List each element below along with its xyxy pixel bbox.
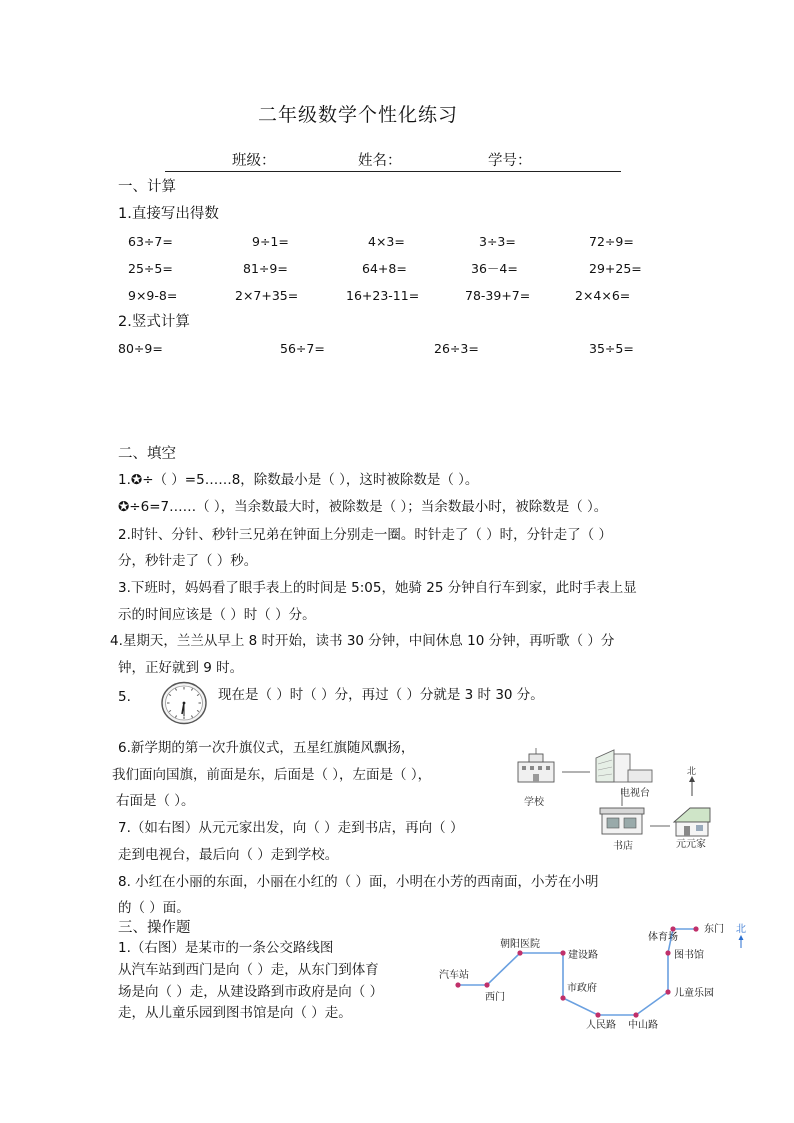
op-q1b: 从汽车站到西门是向（ ）走，从东门到体育 bbox=[118, 962, 379, 978]
name-label: 姓名： bbox=[358, 153, 402, 169]
calc-item: 9÷1= bbox=[252, 234, 289, 249]
stop-west-gate: 西门 bbox=[485, 992, 505, 1003]
stop-library: 图书馆 bbox=[674, 950, 704, 961]
map-label-tv: 电视台 bbox=[620, 788, 650, 799]
calc-item: 36－4= bbox=[471, 261, 518, 276]
north-arrow-icon bbox=[689, 776, 695, 796]
op-q1a: 1.（右图）是某市的一条公交路线图 bbox=[118, 940, 334, 956]
op-q1c: 场是向（ ）走，从建设路到市政府是向（ ） bbox=[118, 984, 384, 1000]
home-icon bbox=[674, 808, 710, 836]
section2-heading: 二、填空 bbox=[118, 446, 176, 462]
stop-children-park: 儿童乐园 bbox=[674, 988, 714, 999]
fill-q7a: 7.（如右图）从元元家出发，向（ ）走到书店，再向（ ） bbox=[118, 820, 464, 836]
stop-chaoyang-hospital: 朝阳医院 bbox=[500, 939, 540, 950]
fill-q1b: ✪÷6=7……（ ），当余数最大时，被除数是（ ）；当余数最小时，被除数是（ ）。 bbox=[118, 499, 608, 515]
stop-renmin-road: 人民路 bbox=[586, 1020, 616, 1031]
bus-route-map bbox=[436, 920, 756, 1040]
route-north-arrow-icon bbox=[739, 935, 744, 948]
stop-east-gate: 东门 bbox=[704, 924, 724, 935]
calc-item: 63÷7= bbox=[128, 234, 173, 249]
fill-q2a: 2.时针、分针、秒针三兄弟在钟面上分别走一圈。时针走了（ ）时，分针走了（ ） bbox=[118, 527, 612, 543]
clock-icon bbox=[160, 681, 208, 725]
section1-sub2: 2.竖式计算 bbox=[118, 314, 190, 330]
map-label-north: 北 bbox=[687, 767, 697, 777]
calc-item: 2×4×6= bbox=[575, 288, 631, 303]
map-label-school: 学校 bbox=[524, 797, 544, 808]
fill-q3b: 示的时间应该是（ ）时（ ）分。 bbox=[118, 607, 316, 623]
fill-q5-number: 5. bbox=[118, 689, 131, 705]
route-north-label: 北 bbox=[736, 924, 746, 935]
calc-item: 78-39+7= bbox=[465, 288, 531, 303]
map-label-bookstore: 书店 bbox=[613, 841, 633, 852]
section1-heading: 一、计算 bbox=[118, 179, 176, 195]
calc-item: 64+8= bbox=[362, 261, 407, 276]
calc-item: 2×7+35= bbox=[235, 288, 299, 303]
school-icon bbox=[518, 748, 554, 782]
student-id-label: 学号： bbox=[488, 153, 532, 169]
tv-station-icon bbox=[596, 750, 652, 782]
calc-item: 9×9-8= bbox=[128, 288, 178, 303]
fill-q3a: 3.下班时，妈妈看了眼手表上的时间是 5:05，她骑 25 分钟自行车到家，此时手表上显 bbox=[118, 580, 637, 596]
fill-q6c: 右面是（ ）。 bbox=[116, 793, 195, 809]
calc-item: 3÷3= bbox=[479, 234, 516, 249]
section1-sub1: 1.直接写出得数 bbox=[118, 206, 219, 222]
op-q1d: 走，从儿童乐园到图书馆是向（ ）走。 bbox=[118, 1005, 352, 1021]
fill-q8b: 的（ ）面。 bbox=[118, 900, 190, 916]
calc-item: 25÷5= bbox=[128, 261, 173, 276]
fill-q7b: 走到电视台，最后向（ ）走到学校。 bbox=[118, 847, 339, 863]
fill-q4b: 钟，正好就到 9 时。 bbox=[118, 660, 244, 676]
vertical-item: 35÷5= bbox=[589, 341, 634, 356]
stop-stadium: 体育场 bbox=[648, 932, 678, 943]
fill-q8a: 8. 小红在小丽的东面，小丽在小红的（ ）面，小明在小芳的西南面，小芳在小明 bbox=[118, 874, 599, 890]
stop-zhongshan-road: 中山路 bbox=[628, 1020, 658, 1031]
vertical-item: 26÷3= bbox=[434, 341, 479, 356]
fill-q6a: 6.新学期的第一次升旗仪式，五星红旗随风飘扬， bbox=[118, 740, 415, 756]
calc-item: 4×3= bbox=[368, 234, 405, 249]
stop-jianshe-road: 建设路 bbox=[568, 950, 598, 961]
fill-q4a: 4.星期天，兰兰从早上 8 时开始，读书 30 分钟，中间休息 10 分钟，再听歌（ ）分 bbox=[110, 633, 615, 649]
page-title: 二年级数学个性化练习 bbox=[258, 104, 459, 126]
vertical-item: 56÷7= bbox=[280, 341, 325, 356]
direction-map bbox=[510, 748, 720, 856]
stop-bus-station: 汽车站 bbox=[439, 970, 469, 981]
calc-item: 81÷9= bbox=[243, 261, 288, 276]
header-underline bbox=[165, 171, 621, 172]
fill-q2b: 分，秒针走了（ ）秒。 bbox=[118, 553, 258, 569]
calc-item: 72÷9= bbox=[589, 234, 634, 249]
class-label: 班级： bbox=[232, 153, 276, 169]
fill-q5-text: 现在是（ ）时（ ）分，再过（ ）分就是 3 时 30 分。 bbox=[218, 687, 544, 703]
calc-item: 29+25= bbox=[589, 261, 642, 276]
bookstore-icon bbox=[600, 808, 644, 834]
vertical-item: 80÷9= bbox=[118, 341, 163, 356]
map-label-home: 元元家 bbox=[676, 839, 706, 850]
calc-item: 16+23-11= bbox=[346, 288, 420, 303]
stop-city-government: 市政府 bbox=[567, 983, 597, 994]
fill-q6b: 我们面向国旗，前面是东，后面是（ ），左面是（ ）， bbox=[112, 767, 432, 783]
section3-heading: 三、操作题 bbox=[118, 920, 191, 936]
fill-q1a: 1.✪÷（ ）=5……8，除数最小是（ ），这时被除数是（ ）。 bbox=[118, 472, 479, 488]
